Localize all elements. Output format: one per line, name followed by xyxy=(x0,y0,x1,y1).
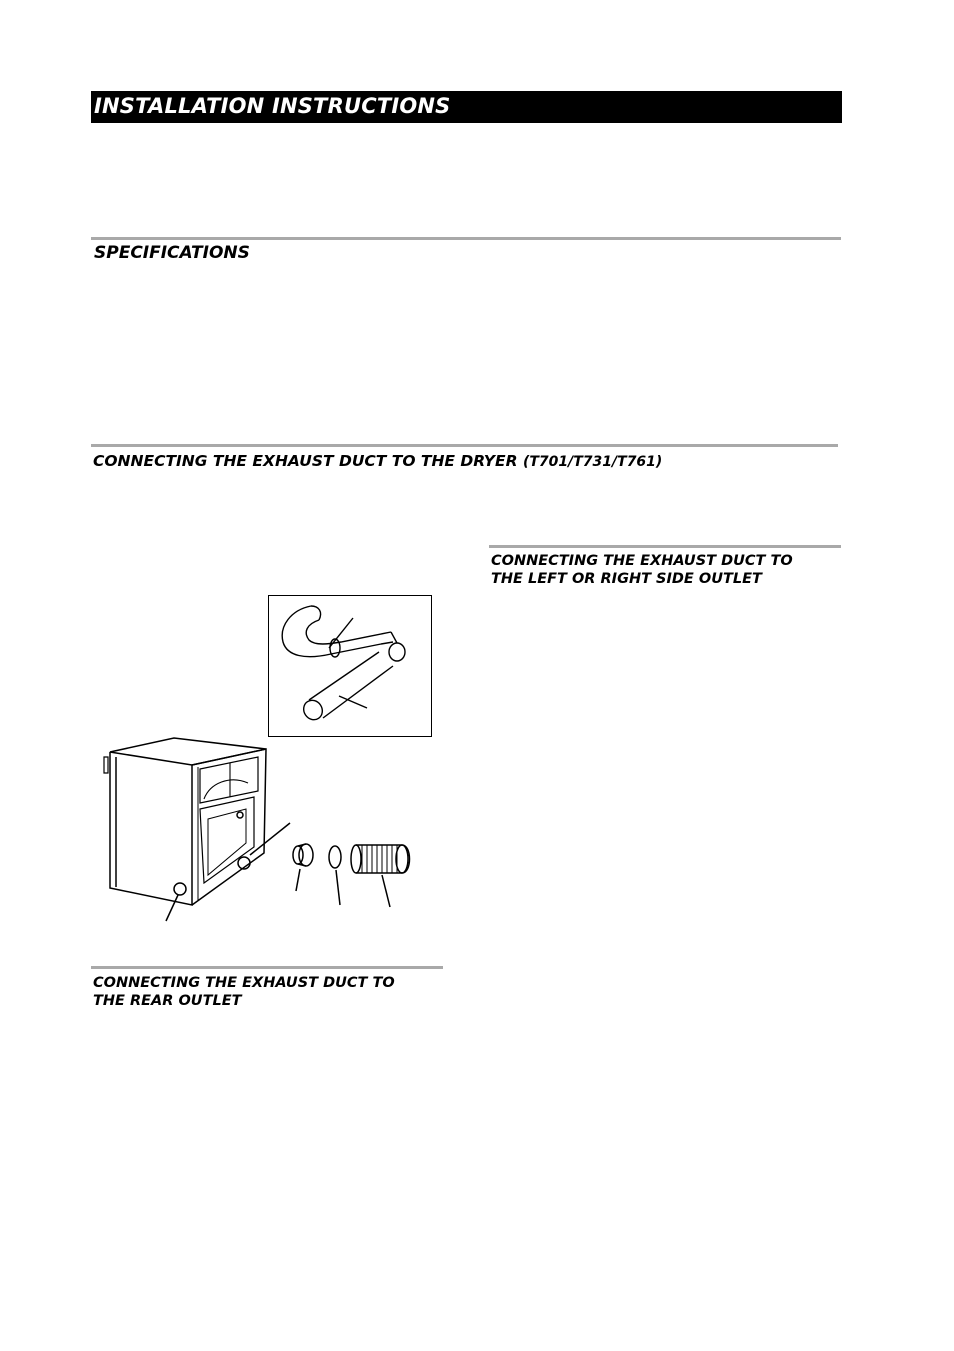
rear-outlet-heading xyxy=(93,974,395,1010)
side-outlet-heading xyxy=(491,552,793,588)
divider-exhaust xyxy=(91,444,838,447)
page-title-bar xyxy=(91,91,842,123)
duct-elbow-inset xyxy=(268,595,432,737)
exhaust-duct-heading-text: CONNECTING THE EXHAUST DUCT TO THE DRYER xyxy=(93,452,518,470)
divider-specifications xyxy=(91,237,841,240)
model-numbers: (T701/T731/T761) xyxy=(522,454,663,470)
divider-side-outlet xyxy=(489,545,841,548)
divider-rear-outlet xyxy=(91,966,443,969)
exhaust-duct-heading xyxy=(93,452,662,470)
rear-outlet-heading-line2: THE REAR OUTLET xyxy=(93,993,242,1009)
side-outlet-heading-line2: THE LEFT OR RIGHT SIDE OUTLET xyxy=(491,571,762,587)
specifications-heading: SPECIFICATIONS xyxy=(94,243,250,263)
page-title: INSTALLATION INSTRUCTIONS xyxy=(94,94,451,118)
dryer-rear-illustration xyxy=(100,735,430,930)
rear-outlet-heading-line1: CONNECTING THE EXHAUST DUCT TO xyxy=(93,975,395,991)
duct-elbow-illustration xyxy=(269,596,431,736)
dryer-exhaust-parts-illustration xyxy=(100,735,430,930)
side-outlet-heading-line1: CONNECTING THE EXHAUST DUCT TO xyxy=(491,553,793,569)
